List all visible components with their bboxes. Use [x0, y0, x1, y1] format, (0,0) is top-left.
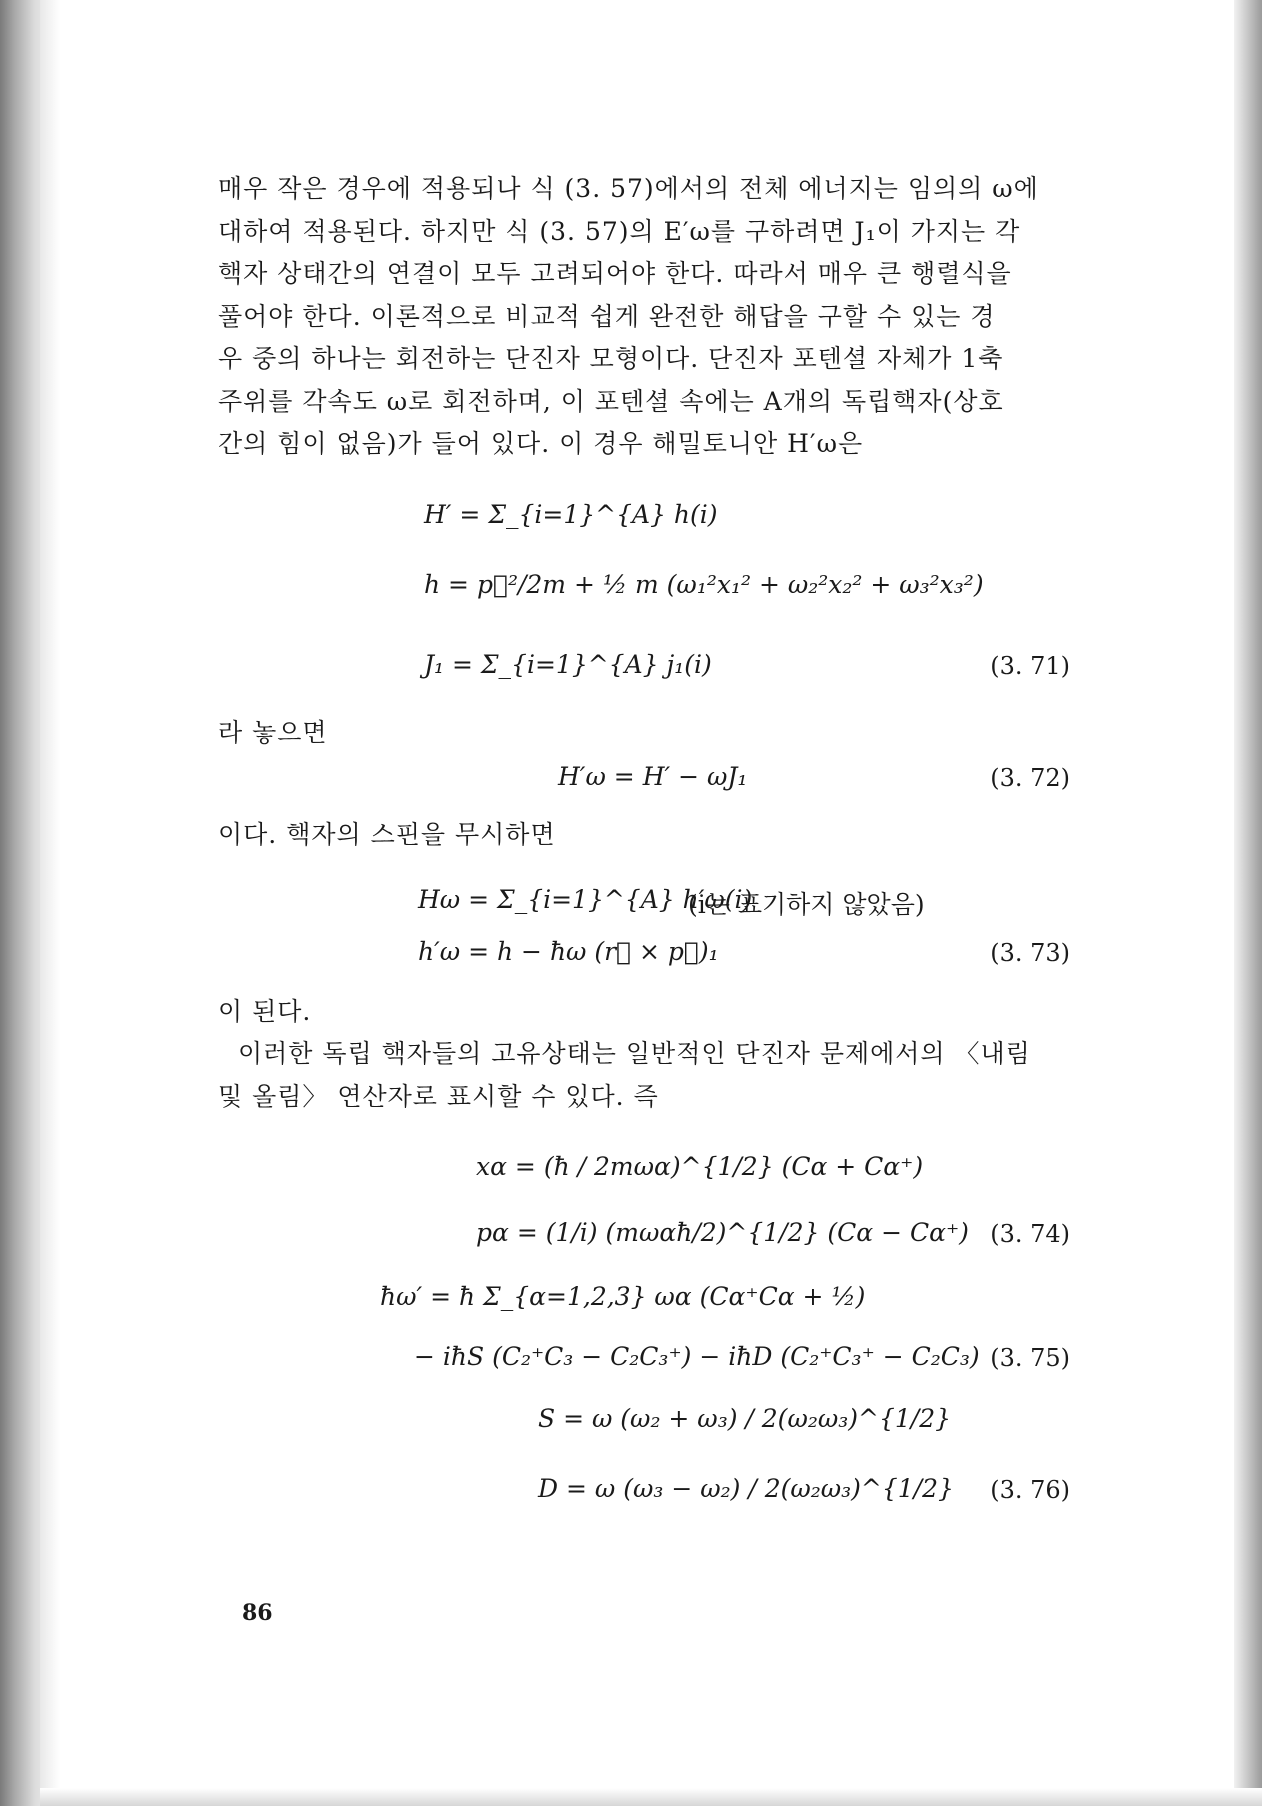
- paragraph-1-line: 간의 힘이 없음)가 들어 있다. 이 경우 해밀토니안 H′ω은: [218, 429, 864, 458]
- paragraph-2-cont: [218, 1076, 1098, 1119]
- paragraph-1: [218, 168, 1098, 466]
- equation-number: (3. 73): [990, 938, 1070, 967]
- equation-line: pα = (1/i) (mωαħ/2)^{1/2} (Cα − Cα⁺): [476, 1218, 969, 1247]
- equation-number: (3. 72): [990, 764, 1070, 792]
- paragraph-2-line: 이러한 독립 핵자들의 고유상태는 일반적인 단진자 문제에서의 〈내림: [238, 1039, 1031, 1068]
- text-line: 이 된다.: [218, 996, 312, 1026]
- equation-line: − iħS (C₂⁺C₃ − C₂C₃⁺) − iħD (C₂⁺C₃⁺ − C₂C₃): [414, 1342, 980, 1371]
- equation-line: J₁ = Σ_{i=1}^{A} j₁(i): [424, 649, 712, 679]
- equation-line: S = ω (ω₂ + ω₃) / 2(ω₂ω₃)^{1/2}: [538, 1404, 952, 1433]
- equation-line: h′ω = h − ħω (r⃗ × p⃗)₁: [418, 936, 719, 966]
- page-edge-left-inner: [40, 0, 60, 1806]
- page-number: 86: [242, 1600, 273, 1626]
- equation-line: ħω′ = ħ Σ_{α=1,2,3} ωα (Cα⁺Cα + ½): [380, 1282, 866, 1311]
- paragraph-1-line: 핵자 상태간의 연결이 모두 고려되어야 한다. 따라서 매우 큰 행렬식을: [218, 259, 1012, 288]
- equation-line: D = ω (ω₃ − ω₂) / 2(ω₂ω₃)^{1/2}: [538, 1474, 954, 1503]
- equation-3-76: [218, 1388, 1098, 1528]
- equation-number: (3. 75): [990, 1344, 1070, 1372]
- equation-3-73: [218, 857, 1098, 977]
- paragraph-2-line: 및 올림〉 연산자로 표시할 수 있다. 즉: [218, 1081, 659, 1111]
- equation-3-72: [218, 754, 1098, 810]
- equation-line: Hω = Σ_{i=1}^{A} h′ω(i): [418, 884, 753, 914]
- text-line: 라 놓으면: [218, 717, 328, 747]
- paragraph-1-line: 주위를 각속도 ω로 회전하며, 이 포텐셜 속에는 A개의 독립핵자(상호: [218, 386, 1004, 416]
- equation-3-74: [218, 1118, 1098, 1268]
- equation-number: (3. 71): [990, 651, 1070, 680]
- paragraph-1-line: 대하여 적용된다. 하지만 식 (3. 57)의 E′ω를 구하려면 J₁이 가지는 각: [218, 216, 1021, 246]
- equation-note: (i는 표기하지 않았음): [688, 889, 925, 919]
- equation-number: (3. 74): [990, 1220, 1070, 1248]
- text-ida: [218, 814, 1098, 857]
- paragraph-1-line: 풀어야 한다. 이론적으로 비교적 쉽게 완전한 해답을 구할 수 있는 경: [218, 301, 996, 331]
- text-doenda: [218, 991, 1098, 1034]
- paragraph-1-line: 매우 작은 경우에 적용되나 식 (3. 57)에서의 전체 에너지는 임의의 ω에: [218, 174, 1039, 203]
- equation-3-71: [218, 466, 1098, 706]
- text-line: 이다. 핵자의 스핀을 무시하면: [218, 820, 556, 849]
- page-content: [218, 168, 1098, 1528]
- equation-line: H′ω = H′ − ωJ₁: [558, 762, 748, 791]
- page-edge-right: [1234, 0, 1262, 1806]
- equation-line: h = p⃗²/2m + ½ m (ω₁²x₁² + ω₂²x₂² + ω₃²x₃²): [424, 569, 984, 599]
- equation-number: (3. 76): [990, 1476, 1070, 1504]
- text-ra: [218, 712, 1098, 755]
- equation-line: xα = (ħ / 2mωα)^{1/2} (Cα + Cα⁺): [476, 1152, 924, 1181]
- equation-3-75: [218, 1268, 1098, 1388]
- page-edge-bottom: [40, 1788, 1262, 1806]
- paragraph-2: [218, 1033, 1098, 1076]
- equation-line: H′ = Σ_{i=1}^{A} h(i): [424, 499, 718, 529]
- paragraph-1-line: 우 중의 하나는 회전하는 단진자 모형이다. 단진자 포텐셜 자체가 1축: [218, 344, 1004, 373]
